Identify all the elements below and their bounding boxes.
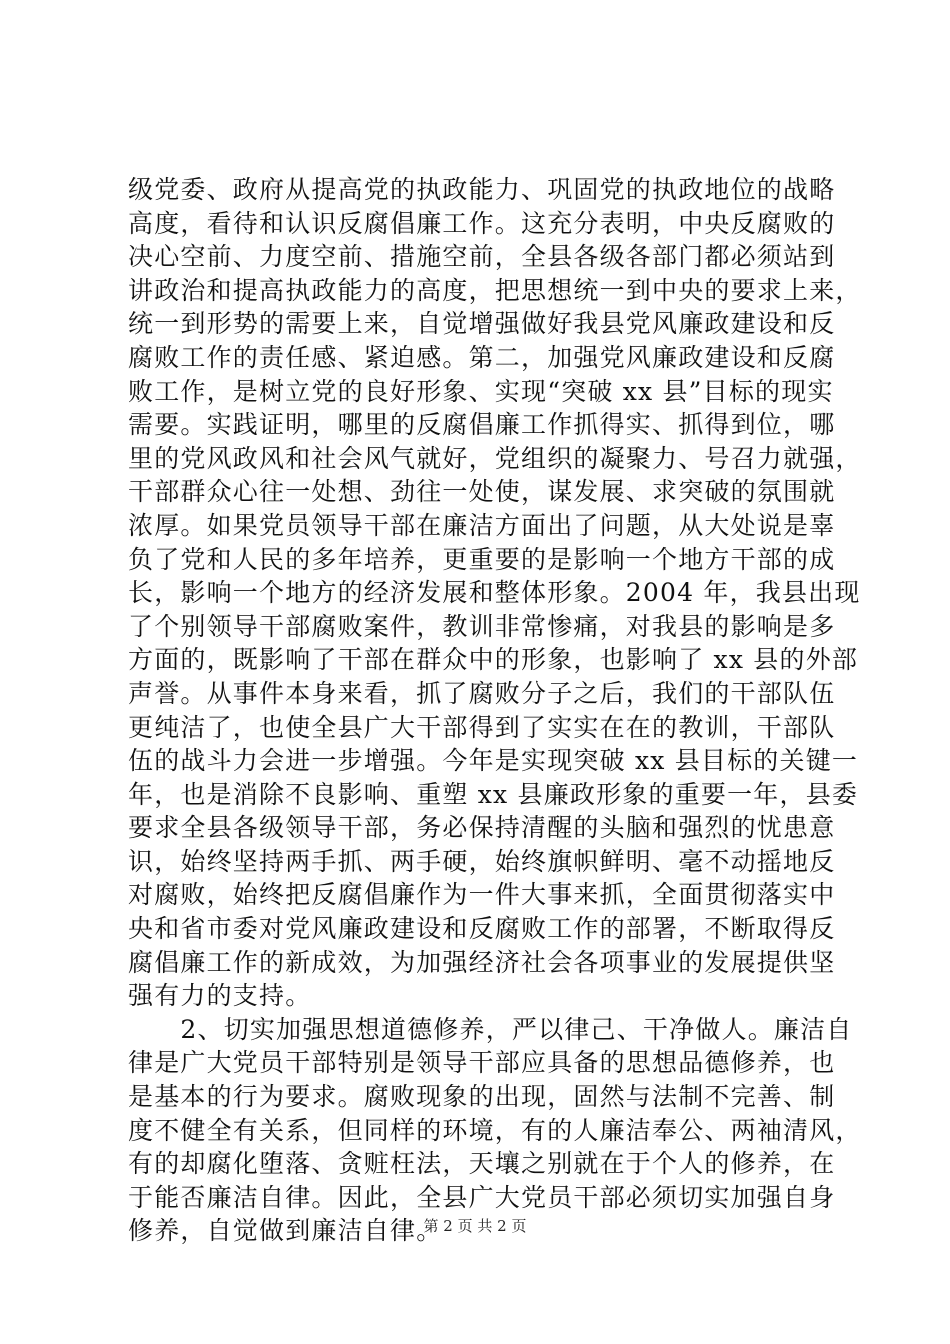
text-line: 腐败工作的责任感、紧迫感。第二，加强党风廉政建设和反腐: [128, 342, 836, 372]
text-line: 长，影响一个地方的经济发展和整体形象。2004 年，我县出现: [128, 578, 861, 608]
text-line: 腐倡廉工作的新成效，为加强经济社会各项事业的发展提供坚: [128, 947, 836, 977]
text-line: 讲政治和提高执政能力的高度，把思想统一到中央的要求上来，: [128, 275, 862, 305]
text-line: 强有力的支持。: [128, 981, 312, 1011]
text-line: 要求全县各级领导干部，务必保持清醒的头脑和强烈的忧患意: [128, 813, 836, 843]
page-number-footer: 第 2 页 共 2 页: [423, 1217, 527, 1235]
text-line: 统一到形势的需要上来，自觉增强做好我县党风廉政建设和反: [128, 309, 836, 339]
text-line: 需要。实践证明，哪里的反腐倡廉工作抓得实、抓得到位，哪: [128, 410, 836, 440]
text-line: 败工作，是树立党的良好形象、实现“突破 xx 县”目标的现实: [128, 376, 834, 406]
text-line: 于能否廉洁自律。因此，全县广大党员干部必须切实加强自身: [128, 1182, 836, 1212]
text-line: 高度，看待和认识反腐倡廉工作。这充分表明，中央反腐败的: [128, 208, 836, 238]
text-line: 有的却腐化堕落、贪赃枉法，天壤之别就在于个人的修养，在: [128, 1149, 836, 1179]
text-line: 修养，自觉做到廉洁自律。: [128, 1216, 443, 1246]
text-line: 方面的，既影响了干部在群众中的形象，也影响了 xx 县的外部: [128, 645, 859, 675]
text-line: 伍的战斗力会进一步增强。今年是实现突破 xx 县目标的关键一: [128, 746, 859, 776]
text-line: 年，也是消除不良影响、重塑 xx 县廉政形象的重要一年，县委: [128, 779, 859, 809]
text-line: 声誉。从事件本身来看，抓了腐败分子之后，我们的干部队伍: [128, 678, 836, 708]
text-line: 浓厚。如果党员领导干部在廉洁方面出了问题，从大处说是辜: [128, 510, 836, 540]
text-line: 对腐败，始终把反腐倡廉作为一件大事来抓，全面贯彻落实中: [128, 880, 836, 910]
text-line: 了个别领导干部腐败案件，教训非常惨痛，对我县的影响是多: [128, 611, 836, 641]
text-line: 2、切实加强思想道德修养，严以律己、干净做人。廉洁自: [128, 1014, 853, 1044]
text-line: 级党委、政府从提高党的执政能力、巩固党的执政地位的战略: [128, 175, 836, 204]
text-line: 央和省市委对党风廉政建设和反腐败工作的部署，不断取得反: [128, 914, 836, 944]
text-line: 律是广大党员干部特别是领导干部应具备的思想品德修养，也: [128, 1048, 836, 1078]
text-line: 负了党和人民的多年培养，更重要的是影响一个地方干部的成: [128, 544, 836, 574]
text-line: 是基本的行为要求。腐败现象的出现，固然与法制不完善、制: [128, 1082, 836, 1112]
text-line: 识，始终坚持两手抓、两手硬，始终旗帜鲜明、毫不动摇地反: [128, 846, 836, 876]
text-line: 里的党风政风和社会风气就好，党组织的凝聚力、号召力就强，: [128, 443, 862, 473]
text-line: 决心空前、力度空前、措施空前，全县各级各部门都必须站到: [128, 242, 836, 272]
text-line: 更纯洁了，也使全县广大干部得到了实实在在的教训，干部队: [128, 712, 836, 742]
text-line: 度不健全有关系，但同样的环境，有的人廉洁奉公、两袖清风，: [128, 1115, 862, 1145]
text-line: 干部群众心往一处想、劲往一处使，谋发展、求突破的氛围就: [128, 477, 836, 507]
body-text: [128, 173, 862, 1248]
